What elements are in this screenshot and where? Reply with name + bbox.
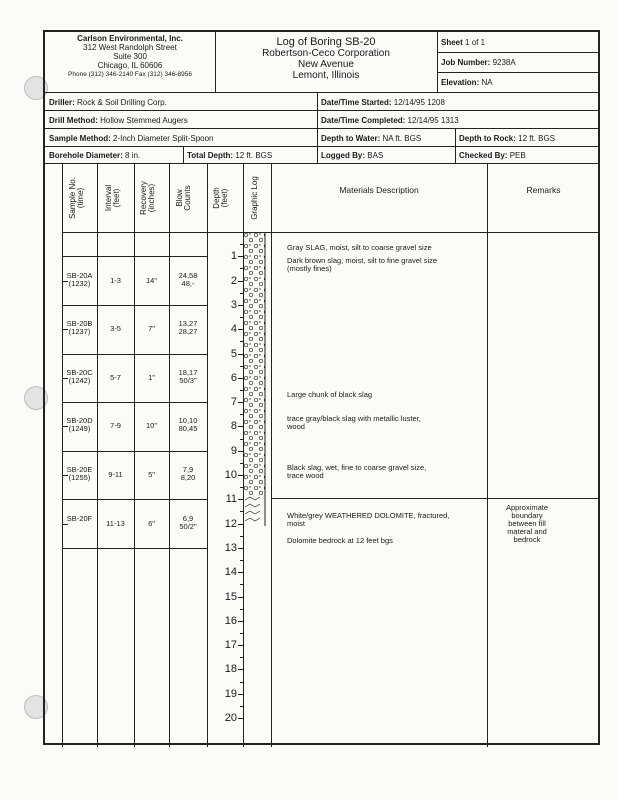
remarks-line: boundary [511, 511, 543, 520]
header-sample-no [69, 168, 93, 228]
remarks-line: materal and [507, 527, 547, 536]
sample-interval: 1-3 [110, 275, 121, 285]
material-black-slag-wet: Black slag, wet, fine to coarse gravel size, [287, 463, 427, 472]
sample-blow-counts: 48,- [181, 278, 195, 288]
sample-id: SB-20A [66, 270, 93, 280]
company-block [45, 34, 215, 79]
header-interval-unit: (feet) [112, 188, 121, 208]
sample-interval: 5-7 [110, 372, 121, 382]
material-gray-slag: Gray SLAG, moist, silt to coarse gravel size [287, 243, 432, 252]
sheet-field [441, 38, 485, 47]
header-blow-text: Blow [175, 189, 184, 207]
sample-time: (1237) [68, 327, 91, 337]
total-depth-label: Total Depth: [187, 151, 234, 160]
header-recovery [140, 168, 164, 228]
header-blow-counts [176, 168, 200, 228]
sample-id: SB-20D [66, 416, 93, 426]
material-trace-slag: trace gray/black slag with metallic luster, [287, 414, 421, 423]
sample-row-border [62, 305, 207, 306]
checked-by-value: PEB [509, 151, 526, 160]
depth-label: 7 [230, 396, 237, 409]
sample-blow-counts: 28,27 [178, 327, 198, 337]
driller-value: Rock & Soil Drilling Corp. [77, 98, 167, 107]
sample-method-field [49, 134, 214, 143]
depth-label: 2 [230, 274, 237, 287]
remarks-line: Approximate [505, 503, 549, 512]
company-suite: Suite 300 [113, 52, 147, 61]
material-dark-brown-slag: Dark brown slag, moist, silt to fine gravel size [287, 256, 438, 265]
checked-by-label: Checked By: [459, 151, 508, 160]
depth-label: 3 [230, 298, 237, 311]
depth-label: 13 [224, 541, 237, 554]
sample-time: (1249) [68, 424, 91, 434]
dolomite-pattern [245, 497, 260, 521]
header-graphic-log [251, 168, 263, 228]
depth-label: 17 [224, 639, 237, 652]
depth-label: 15 [224, 590, 237, 603]
sample-interval: 3-5 [110, 324, 121, 334]
borehole-diameter-value: 8 in. [125, 151, 141, 160]
job-number-value: 9238A [492, 58, 516, 67]
log-client: Robertson-Ceco Corporation [262, 48, 390, 59]
depth-label: 8 [230, 420, 237, 433]
depth-water-value: NA ft. BGS [382, 134, 422, 143]
sample-row-border [62, 256, 207, 257]
borehole-diameter-label: Borehole Diameter: [49, 151, 123, 160]
depth-rock-label: Depth to Rock: [459, 134, 516, 143]
depth-water-label: Depth to Water: [321, 134, 381, 143]
sample-method-value: 2-Inch Diameter Split-Spoon [113, 134, 214, 143]
driller-field [49, 98, 167, 107]
sheet-value: 1 of 1 [465, 38, 486, 47]
depth-label: 18 [224, 663, 237, 676]
header-counts-text: Counts [183, 185, 192, 211]
driller-label: Driller: [49, 98, 75, 107]
sample-blow-counts: 50/2" [179, 521, 197, 531]
sample-interval: 9-11 [108, 470, 123, 479]
drill-method-field [49, 116, 188, 125]
fill-gravel-pattern [243, 232, 265, 496]
depth-label: 1 [230, 250, 237, 263]
sample-blow-counts: 80,45 [178, 424, 198, 434]
remarks-line: bedrock [513, 535, 541, 544]
remarks-line: between fill [508, 519, 546, 528]
sample-interval: 11-13 [106, 518, 125, 528]
date-started-value: 12/14/95 1208 [393, 98, 445, 107]
elevation-field [441, 78, 493, 87]
sample-blow-counts: 50/3" [179, 375, 197, 385]
company-phone: Phone (312) 346-2140 Fax (312) 346-8956 [68, 71, 192, 78]
sample-id: SB-20C [66, 367, 93, 377]
boring-log-sheet [43, 30, 600, 745]
company-street: 312 West Randolph Street [83, 43, 177, 52]
header-materials: Materials Description [339, 185, 419, 195]
header-interval [105, 168, 129, 228]
total-depth-value: 12 ft. BGS [235, 151, 273, 160]
header-remarks: Remarks [526, 185, 561, 195]
log-title: Log of Boring SB-20 [276, 36, 376, 48]
depth-rock-value: 12 ft. BGS [518, 134, 556, 143]
header-graphic-text: Graphic Log [250, 176, 259, 220]
sample-row-border [62, 548, 207, 549]
depth-label: 20 [224, 712, 237, 724]
sample-row-border [62, 451, 207, 452]
depth-label: 4 [230, 323, 237, 336]
sample-recovery: 10" [145, 421, 157, 431]
elevation-label: Elevation: [441, 78, 480, 87]
header-depth-text: Depth [212, 187, 221, 209]
material-black-slag-chunk: Large chunk of black slag [287, 390, 373, 399]
drill-method-label: Drill Method: [49, 116, 98, 125]
checked-by-field [459, 151, 526, 160]
depth-label: 11 [225, 493, 237, 506]
sample-blow-counts: 13,27 [178, 319, 198, 329]
logged-by-label: Logged By: [321, 151, 365, 160]
total-depth-field [187, 151, 272, 160]
header-depth [213, 168, 237, 228]
sample-blow-counts: 10,10 [178, 416, 198, 426]
sample-blow-counts: 8,20 [180, 473, 196, 482]
material-black-slag-wood: trace wood [287, 471, 324, 480]
depth-label: 19 [224, 687, 237, 700]
sample-time: (1242) [68, 375, 91, 385]
log-city: Lemont, Illinois [292, 70, 360, 81]
logged-by-field [321, 151, 383, 160]
sample-row-border [62, 499, 207, 500]
sample-interval: 7-9 [110, 421, 121, 431]
date-started-field [321, 98, 445, 107]
depth-label: 14 [224, 566, 237, 579]
sample-time: (1255) [68, 473, 91, 482]
drill-method-value: Hollow Stemmed Augers [100, 116, 188, 125]
date-completed-field [321, 116, 459, 125]
company-name: Carlson Environmental, Inc. [77, 34, 183, 43]
log-title-block [215, 36, 437, 81]
sample-recovery: 6" [148, 518, 155, 528]
remarks-boundary [487, 504, 567, 544]
depth-label: 10 [224, 469, 237, 481]
material-weathered-dolomite-moist: moist [287, 519, 305, 528]
job-number-field [441, 58, 516, 67]
sheet-label: Sheet [441, 38, 463, 47]
material-dolomite-bedrock: Dolomite bedrock at 12 feet bgs [287, 536, 393, 545]
depth-label: 5 [230, 347, 237, 360]
header-recovery-text: Recovery [139, 181, 148, 215]
depth-label: 9 [230, 444, 237, 457]
material-weathered-dolomite: White/grey WEATHERED DOLOMITE, fractured, [287, 511, 450, 520]
sample-blow-counts: 6,9 [182, 513, 194, 523]
date-completed-label: Date/Time Completed: [321, 116, 406, 125]
sample-time: (1232) [68, 278, 91, 288]
depth-label: 16 [224, 614, 237, 627]
sample-recovery: 7" [148, 324, 155, 334]
sample-row-border [62, 402, 207, 403]
sample-recovery: 14" [145, 275, 157, 285]
date-completed-value: 12/14/95 1313 [407, 116, 459, 125]
depth-water-field [321, 134, 421, 143]
graphic-log [243, 232, 271, 747]
sample-recovery: 5" [148, 470, 155, 479]
sample-recovery: 1" [148, 372, 155, 382]
company-city: Chicago, IL 60606 [97, 61, 163, 70]
depth-label: 6 [230, 371, 237, 384]
header-recovery-unit: (inches) [147, 183, 156, 213]
sample-id: SB-20F [66, 513, 93, 523]
sample-tick [62, 524, 68, 525]
sample-blow-counts: 7,9 [182, 465, 194, 474]
material-dark-brown-slag-note: (mostly fines) [287, 264, 332, 273]
sample-id: SB-20E [66, 465, 93, 474]
sample-blow-counts: 24,58 [178, 270, 198, 280]
log-street: New Avenue [298, 59, 354, 70]
sample-method-label: Sample Method: [49, 134, 111, 143]
elevation-value: NA [481, 78, 493, 87]
sample-blow-counts: 18,17 [178, 367, 198, 377]
header-depth-unit: (feet) [220, 188, 229, 208]
job-number-label: Job Number: [441, 58, 491, 67]
logged-by-value: BAS [367, 151, 384, 160]
depth-label: 12 [224, 517, 237, 530]
depth-rock-field [459, 134, 555, 143]
date-started-label: Date/Time Started: [321, 98, 392, 107]
borehole-diameter-field [49, 151, 140, 160]
header-interval-text: Interval [104, 184, 113, 212]
header-sample-no-text: Sample No. [68, 177, 77, 219]
sample-id: SB-20B [66, 319, 93, 329]
header-sample-time-text: (time) [76, 187, 85, 209]
material-trace-slag-wood: wood [287, 422, 305, 431]
sample-row-border [62, 354, 207, 355]
